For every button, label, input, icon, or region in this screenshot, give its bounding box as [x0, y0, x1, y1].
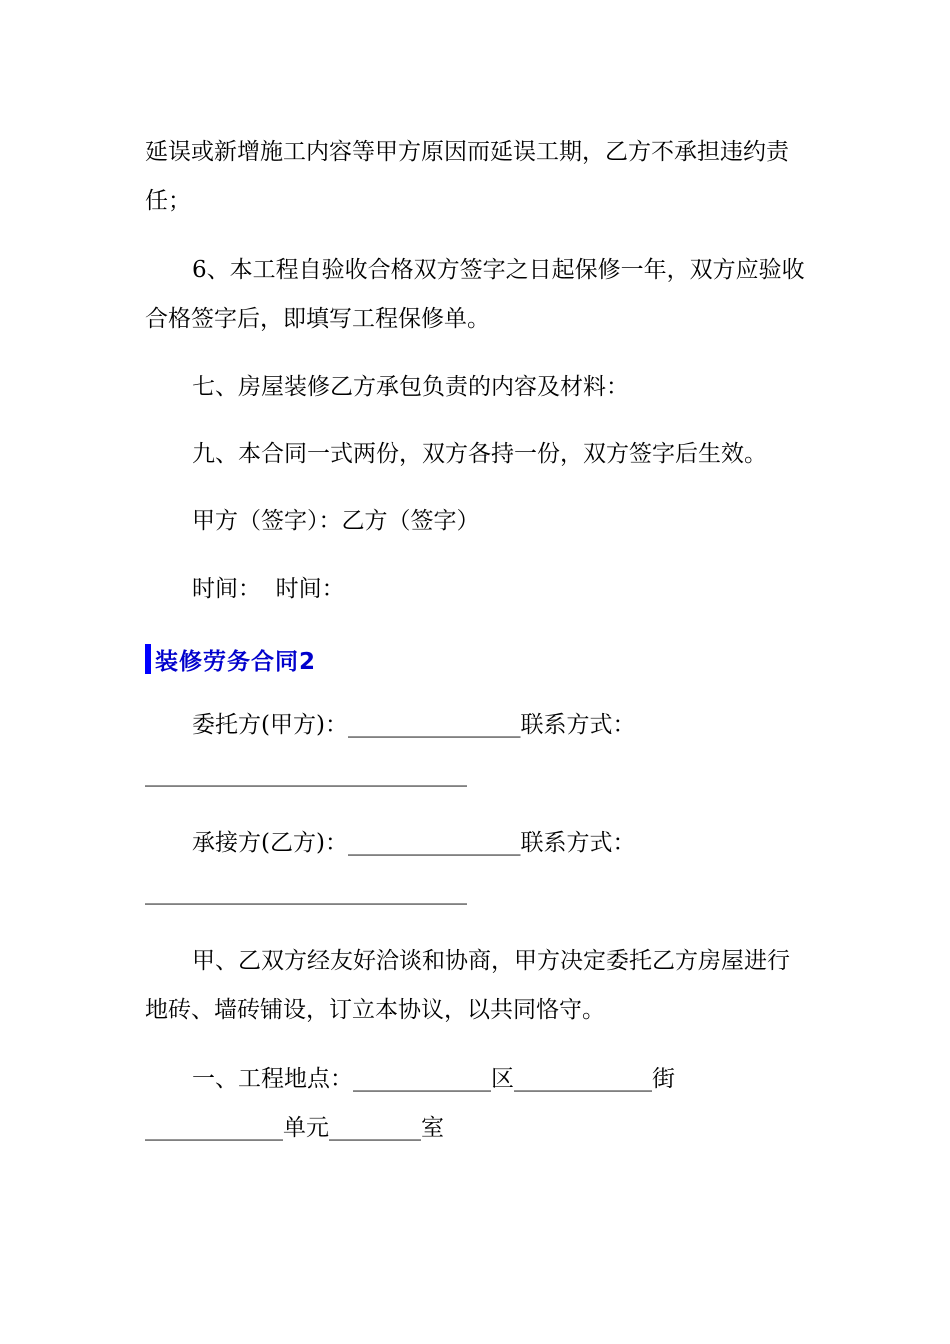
paragraph-warranty: 6、本工程自验收合格双方签字之日起保修一年，双方应验收合格签字后，即填写工程保修单。: [145, 257, 805, 332]
heading-title: 装修劳务合同2: [155, 648, 317, 675]
paragraph-project-location: 一、工程地点：____________区____________街____________单元________室: [145, 1066, 675, 1141]
paragraph-delay-liability: 延误或新增施工内容等甲方原因而延误工期，乙方不承担违约责任；: [145, 139, 789, 214]
paragraph-contractor-party: 承接方(乙方)：_______________联系方式：____________________________: [145, 830, 636, 905]
section-heading: [145, 636, 316, 682]
paragraph-agreement: 甲、乙双方经友好洽谈和协商，甲方决定委托乙方房屋进行地砖、墙砖铺设，订立本协议，以共同恪守。: [145, 948, 790, 1023]
heading-marker-bar: [145, 644, 151, 674]
paragraph-copies: 九、本合同一式两份，双方各持一份，双方签字后生效。: [192, 441, 767, 467]
paragraph-contractor-scope: 七、房屋装修乙方承包负责的内容及材料：: [192, 374, 629, 400]
paragraph-signatures: 甲方（签字）：乙方（签字）: [192, 508, 480, 534]
paragraph-dates: 时间： 时间：: [192, 576, 345, 602]
paragraph-client-party: 委托方(甲方)：_______________联系方式：____________________________: [145, 712, 636, 787]
